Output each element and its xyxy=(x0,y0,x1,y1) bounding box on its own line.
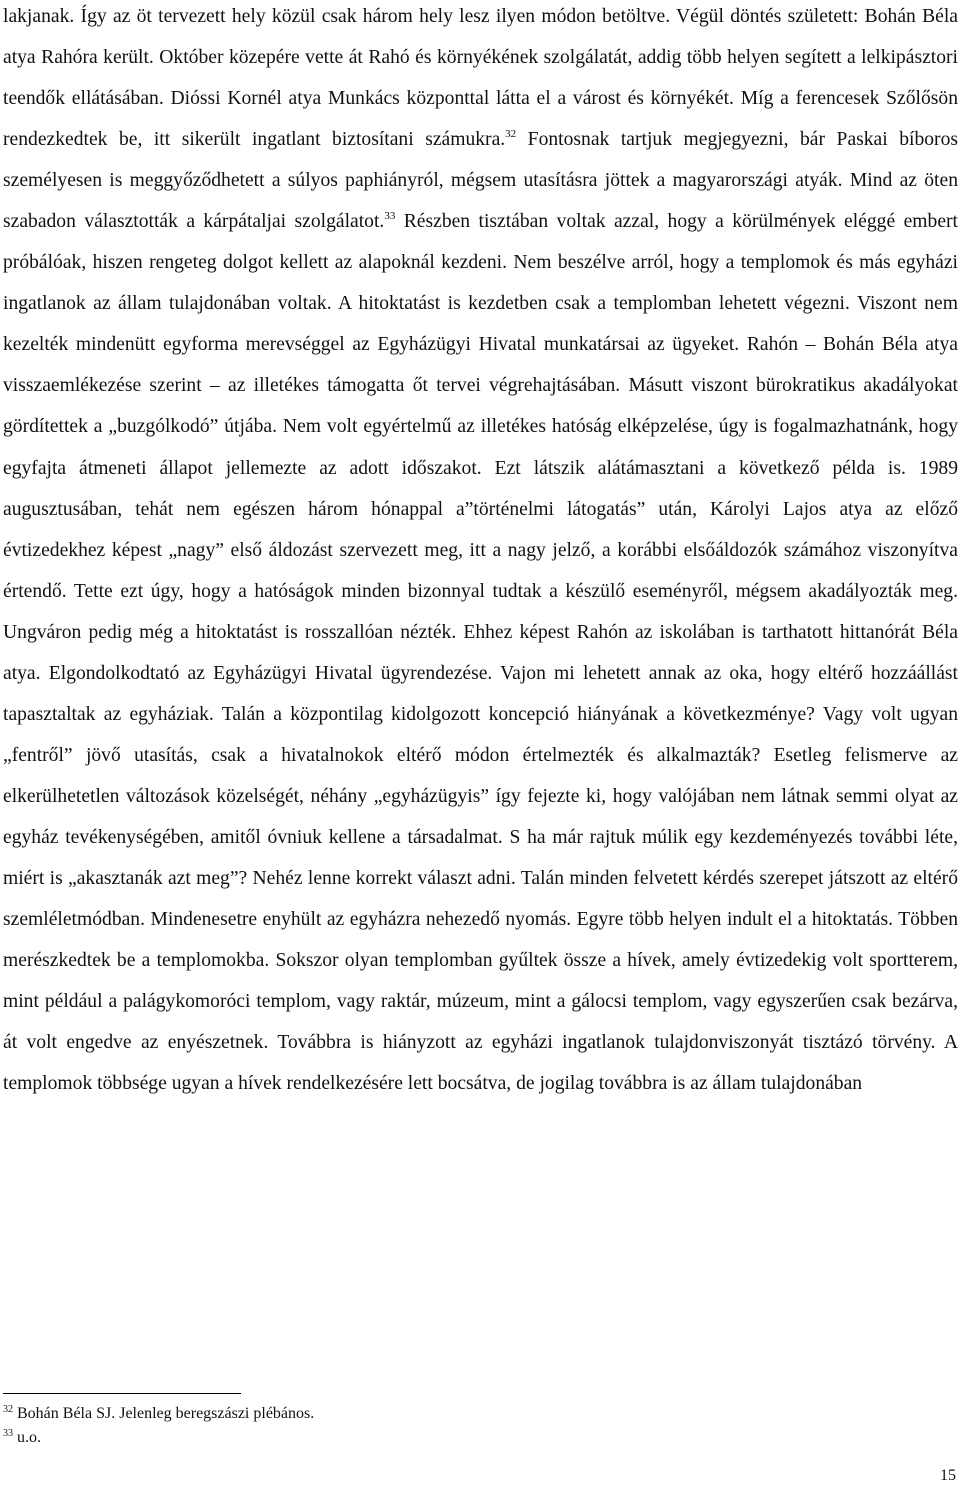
body-text-part-2: Fontosnak tartjuk megjegyezni, bár Paskai bíboros személyesen is meggyőződhetett a súlyos paphiányról, mégsem utasításra jöttek a magyarországi atyák. Mind az öten szabadon választották a kárpátaljai szolgálatot. xyxy=(3,129,958,233)
footnote-32 xyxy=(3,1404,314,1424)
footnote-33 xyxy=(3,1428,41,1448)
body-text-part-1: lakjanak. Így az öt tervezett hely közül csak három hely lesz ilyen módon betöltve. Végül döntés született: Bohán Béla atya Rahóra került. Október közepére vette át Rahó és környékének szolgálatát, addig több helyen segített a lelkipásztori teendők ellátásában. Dióssi Kornél atya Munkács központtal látta el a várost és környékét. Míg a ferencesek Szőlősön rendezkedtek be, itt sikerült ingatlant biztosítani számukra. xyxy=(3,6,958,151)
footnote-reference-32[interactable]: 32 xyxy=(505,128,517,141)
footnote-text: u.o. xyxy=(17,1429,41,1446)
footnote-reference-33[interactable]: 33 xyxy=(384,210,396,223)
page-number: 15 xyxy=(940,1467,956,1484)
body-text-part-3: Részben tisztában voltak azzal, hogy a körülmények eléggé embert próbálóak, hiszen rengeteg dolgot kellett az alapoknál kezdeni. Nem beszélve arról, hogy a templomok és más egyházi ingatlanok az állam tulajdonában voltak. A hitoktatást is kezdetben csak a templomban lehetett végezni. Viszont nem kezelték mindenütt egyforma merevséggel az Egyházügyi Hivatal munkatársai az ügyeket. Rahón – Bohán Béla atya visszaemlékezése szerint – az illetékes támogatta őt tervei végrehajtásában. Másutt viszont bürokratikus akadályokat gördítettek a „buzgólkodó” útjába. Nem volt egyértelmű az illetékes hatóság elképzelése, úgy is fogalmazhatnánk, hogy egyfajta átmeneti állapot jellemezte az adott időszakot. Ezt látszik alátámasztani a következő példa is. 1989 augusztusában, tehát nem egészen három hónappal a”történelmi látogatás” után, Károlyi Lajos atya az előző évtizedekhez képest „nagy” első áldozást szervezett meg, itt a nagy jelző, a korábbi elsőáldozók számához viszonyítva értendő. Tette ezt úgy, hogy a hatóságok minden bizonnyal tudtak a készülő eseményről, mégsem akadályozták meg. Ungváron pedig még a hitoktatást is rosszallóan nézték. Ehhez képest Rahón az iskolában is tarthatott hittanórát Béla atya. Elgondolkodtató az Egyházügyi Hivatal ügyrendezése. Vajon mi lehetett annak az oka, hogy eltérő hozzáállást tapasztaltak az egyháziak. Talán a központilag kidolgozott koncepció hiányának a következménye? Vagy volt ugyan „fentről” jövő utasítás, csak a hivatalnokok eltérő módon értelmezték és alkalmazták? Esetleg felismerve az elkerülhetetlen változások közelségét, néhány „egyházügyis” így fejezte ki, hogy valójában nem látnak semmi olyat az egyház tevékenységében, amitől óvniuk kellene a társadalmat. S ha már rajtuk múlik egy kezdeményezés további léte, miért is „akasztanák azt meg”? Nehéz lenne korrekt választ adni. Talán minden felvetett kérdés szerepet játszott az eltérő szemléletmódban. Mindenesetre enyhült az egyházra nehezedő nyomás. Egyre több helyen indult el a hitoktatás. Többen merészkedtek be a templomokba. Sokszor olyan templomban gyűltek össze a hívek, amely évtizedekig volt sportterem, mint például a palágykomoróci templom, vagy raktár, múzeum, mint a gálocsi templom, vagy egyszerűen csak bezárva, át volt engedve az enyészetnek. Továbbra is hiányzott az egyházi ingatlanok tulajdonviszonyát tisztázó törvény. A templomok többsége ugyan a hívek rendelkezésére lett bocsátva, de jogilag továbbra is az állam tulajdonában xyxy=(3,211,958,1095)
footnote-text: Bohán Béla SJ. Jelenleg beregszászi plébános. xyxy=(17,1405,315,1422)
footnote-number: 32 xyxy=(3,1404,13,1415)
footnote-number: 33 xyxy=(3,1428,13,1439)
body-paragraph xyxy=(3,0,958,1104)
footnote-separator xyxy=(3,1393,241,1394)
